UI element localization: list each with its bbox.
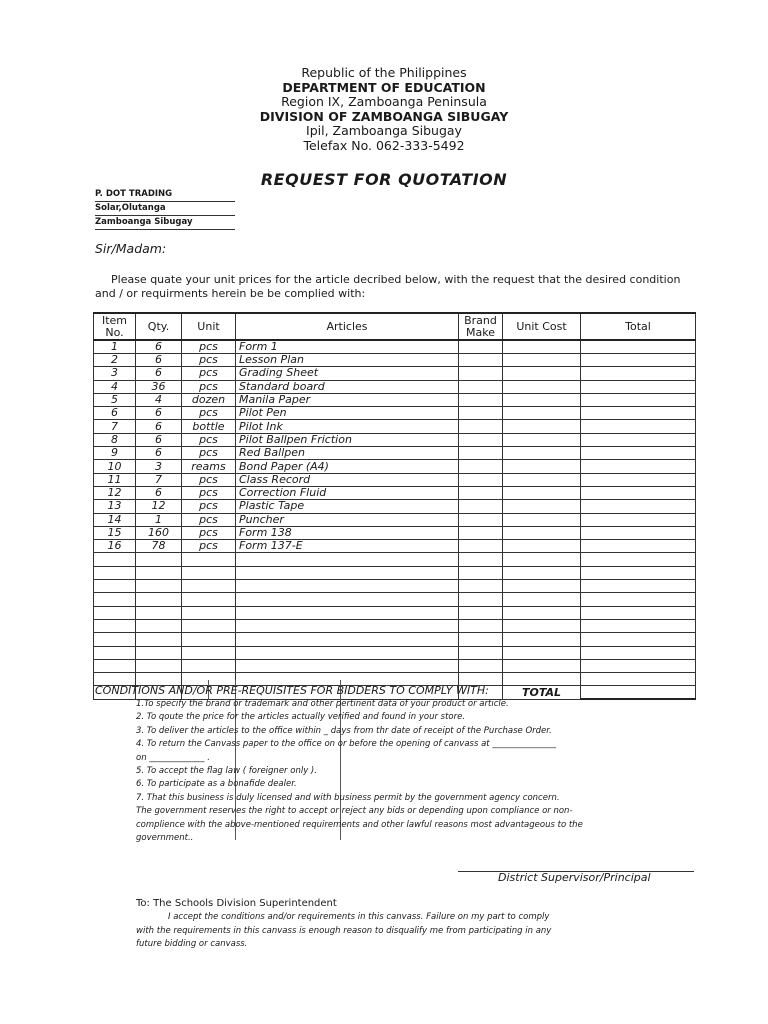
- empty-cell: [581, 566, 696, 579]
- qty-cell: 6: [136, 340, 182, 354]
- intro-text: Please quate your unit prices for the article decribed below, with the request that the desired condition and / or requirments herein be be complied with:: [95, 273, 681, 300]
- item-no-cell: 14: [94, 513, 136, 526]
- table-row: [94, 393, 696, 406]
- brand-cell: [459, 473, 503, 486]
- unit-cell: pcs: [182, 380, 236, 393]
- condition-line: 4. To return the Canvass paper to the office on or before the opening of canvass at _______________: [136, 739, 557, 750]
- qty-cell: 6: [136, 420, 182, 433]
- table-row: [94, 447, 696, 460]
- qty-cell: 7: [136, 473, 182, 486]
- empty-cell: [94, 580, 136, 593]
- empty-cell: [503, 606, 581, 619]
- table-row: [94, 486, 696, 499]
- empty-cell: [459, 633, 503, 646]
- empty-cell: [503, 673, 581, 686]
- qty-cell: 3: [136, 460, 182, 473]
- total-cell: [581, 380, 696, 393]
- addressee-line1: Solar,Olutanga: [95, 202, 235, 216]
- empty-cell: [503, 633, 581, 646]
- total-cell: [581, 407, 696, 420]
- total-cell: [581, 367, 696, 380]
- empty-cell: [136, 580, 182, 593]
- acceptance-to: To: The Schools Division Superintendent: [136, 898, 337, 909]
- empty-cell: [136, 633, 182, 646]
- empty-cell: [94, 606, 136, 619]
- empty-cell: [503, 593, 581, 606]
- empty-cell: [182, 646, 236, 659]
- condition-line: complience with the above-mentioned requirements and other lawful reasons most advantageous to the: [136, 819, 583, 830]
- condition-line: on _____________ .: [136, 752, 210, 763]
- table-row: [94, 460, 696, 473]
- signature-label: District Supervisor/Principal: [498, 871, 651, 884]
- unit-cost-cell: [503, 354, 581, 367]
- unit-cost-cell: [503, 460, 581, 473]
- empty-cell: [503, 619, 581, 632]
- empty-cell: [459, 619, 503, 632]
- total-cell: [581, 340, 696, 354]
- acceptance-line: I accept the conditions and/or requirements in this canvass. Failure on my part to comply: [168, 912, 550, 922]
- condition-line: 5. To accept the flag law ( foreigner only ).: [136, 766, 317, 777]
- total-cell: [581, 513, 696, 526]
- table-row-empty: [94, 606, 696, 619]
- total-cell: [581, 540, 696, 553]
- unit-cost-cell: [503, 526, 581, 539]
- unit-cost-cell: [503, 433, 581, 446]
- unit-cell: pcs: [182, 473, 236, 486]
- unit-cell: pcs: [182, 500, 236, 513]
- table-row: [94, 540, 696, 553]
- unit-cost-cell: [503, 420, 581, 433]
- qty-cell: 6: [136, 367, 182, 380]
- empty-cell: [503, 566, 581, 579]
- article-cell: Pilot Ballpen Friction: [236, 433, 459, 446]
- addressee-name: P. DOT TRADING: [95, 188, 235, 202]
- condition-line: 3. To deliver the articles to the office within _ days from thr date of receipt of the Purchase Order.: [136, 725, 552, 736]
- empty-cell: [94, 659, 136, 672]
- empty-cell: [236, 566, 459, 579]
- brand-cell: [459, 526, 503, 539]
- table-row: [94, 513, 696, 526]
- empty-cell: [94, 633, 136, 646]
- empty-cell: [503, 659, 581, 672]
- empty-cell: [182, 580, 236, 593]
- empty-cell: [581, 659, 696, 672]
- header-total: Total: [581, 313, 696, 340]
- unit-cell: pcs: [182, 407, 236, 420]
- article-cell: Pilot Ink: [236, 420, 459, 433]
- condition-line: 7. That this business is duly licensed and with business permit by the government agency concern.: [136, 792, 560, 803]
- header-item-no: Item No.: [94, 313, 136, 340]
- unit-cost-cell: [503, 367, 581, 380]
- total-cell: [581, 420, 696, 433]
- letterhead: [0, 66, 768, 153]
- empty-cell: [459, 566, 503, 579]
- unit-cell: pcs: [182, 513, 236, 526]
- brand-cell: [459, 486, 503, 499]
- empty-cell: [94, 646, 136, 659]
- unit-cell: pcs: [182, 340, 236, 354]
- qty-cell: 160: [136, 526, 182, 539]
- empty-cell: [136, 553, 182, 566]
- qty-cell: 6: [136, 407, 182, 420]
- table-row: [94, 340, 696, 354]
- qty-cell: 6: [136, 354, 182, 367]
- item-no-cell: 16: [94, 540, 136, 553]
- addressee-line2: Zamboanga Sibugay: [95, 216, 235, 230]
- empty-cell: [236, 646, 459, 659]
- qty-cell: 6: [136, 447, 182, 460]
- brand-cell: [459, 407, 503, 420]
- article-cell: Red Ballpen: [236, 447, 459, 460]
- qty-cell: 12: [136, 500, 182, 513]
- empty-cell: [581, 606, 696, 619]
- unit-cell: pcs: [182, 540, 236, 553]
- unit-cell: pcs: [182, 447, 236, 460]
- brand-cell: [459, 354, 503, 367]
- empty-cell: [182, 619, 236, 632]
- letterhead-republic: Republic of the Philippines: [301, 65, 467, 80]
- qty-cell: 6: [136, 486, 182, 499]
- empty-cell: [459, 580, 503, 593]
- condition-line: The government reserves the right to accept or reject any bids or depending upon compliance or non-: [136, 806, 573, 817]
- total-cell: [581, 393, 696, 406]
- empty-cell: [136, 606, 182, 619]
- unit-cell: pcs: [182, 486, 236, 499]
- article-cell: Grading Sheet: [236, 367, 459, 380]
- item-no-cell: 4: [94, 380, 136, 393]
- table-row: [94, 500, 696, 513]
- table-row: [94, 473, 696, 486]
- empty-cell: [459, 553, 503, 566]
- empty-cell: [459, 646, 503, 659]
- header-qty: Qty.: [136, 313, 182, 340]
- letterhead-department: DEPARTMENT OF EDUCATION: [282, 79, 486, 95]
- brand-cell: [459, 500, 503, 513]
- article-cell: Correction Fluid: [236, 486, 459, 499]
- item-no-cell: 1: [94, 340, 136, 354]
- total-cell: [581, 433, 696, 446]
- total-label: TOTAL: [503, 686, 581, 699]
- letterhead-division: DIVISION OF ZAMBOANGA SIBUGAY: [259, 108, 509, 124]
- header-articles: Articles: [236, 313, 459, 340]
- table-row-empty: [94, 659, 696, 672]
- article-cell: Class Record: [236, 473, 459, 486]
- unit-cost-cell: [503, 447, 581, 460]
- item-no-cell: 2: [94, 354, 136, 367]
- item-no-cell: 10: [94, 460, 136, 473]
- item-no-cell: 12: [94, 486, 136, 499]
- empty-cell: [459, 659, 503, 672]
- unit-cell: dozen: [182, 393, 236, 406]
- table-row-empty: [94, 633, 696, 646]
- condition-line: 2. To qoute the price for the articles actually verified and found in your store.: [136, 712, 466, 723]
- header-unit: Unit: [182, 313, 236, 340]
- qty-cell: 6: [136, 433, 182, 446]
- unit-cost-cell: [503, 486, 581, 499]
- item-no-cell: 3: [94, 367, 136, 380]
- unit-cost-cell: [503, 513, 581, 526]
- article-cell: Standard board: [236, 380, 459, 393]
- empty-cell: [136, 659, 182, 672]
- unit-cell: reams: [182, 460, 236, 473]
- intro-paragraph: [95, 273, 695, 300]
- header-unit-cost: Unit Cost: [503, 313, 581, 340]
- empty-cell: [182, 593, 236, 606]
- empty-cell: [182, 659, 236, 672]
- item-no-cell: 11: [94, 473, 136, 486]
- condition-line: 1.To specify the brand or trademark and other pertinent data of your product or article.: [136, 699, 509, 709]
- conditions-list: [136, 698, 616, 845]
- total-cell: [581, 500, 696, 513]
- unit-cost-cell: [503, 380, 581, 393]
- empty-cell: [236, 606, 459, 619]
- table-row-empty: [94, 646, 696, 659]
- salutation: Sir/Madam:: [95, 241, 167, 256]
- empty-cell: [182, 553, 236, 566]
- article-cell: Puncher: [236, 513, 459, 526]
- brand-cell: [459, 513, 503, 526]
- letterhead-region: Region IX, Zamboanga Peninsula: [281, 94, 487, 109]
- addressee-block: [95, 188, 235, 230]
- article-cell: Form 137-E: [236, 540, 459, 553]
- quotation-table: [93, 312, 696, 700]
- empty-cell: [182, 633, 236, 646]
- unit-cost-cell: [503, 340, 581, 354]
- empty-cell: [94, 566, 136, 579]
- empty-cell: [94, 619, 136, 632]
- item-no-cell: 7: [94, 420, 136, 433]
- table-row: [94, 526, 696, 539]
- acceptance-line: with the requirements in this canvass is enough reason to disqualify me from participating in any: [136, 925, 552, 936]
- condition-line: 6. To participate as a bonafide dealer.: [136, 779, 297, 790]
- article-cell: Plastic Tape: [236, 500, 459, 513]
- empty-cell: [581, 553, 696, 566]
- item-no-cell: 15: [94, 526, 136, 539]
- total-cell: [581, 526, 696, 539]
- empty-cell: [581, 673, 696, 686]
- unit-cell: pcs: [182, 354, 236, 367]
- article-cell: Form 138: [236, 526, 459, 539]
- unit-cell: pcs: [182, 367, 236, 380]
- article-cell: Pilot Pen: [236, 407, 459, 420]
- brand-cell: [459, 420, 503, 433]
- item-no-cell: 6: [94, 407, 136, 420]
- brand-cell: [459, 433, 503, 446]
- empty-cell: [236, 593, 459, 606]
- brand-cell: [459, 367, 503, 380]
- brand-cell: [459, 460, 503, 473]
- table-row: [94, 433, 696, 446]
- unit-cost-cell: [503, 540, 581, 553]
- brand-cell: [459, 340, 503, 354]
- empty-cell: [136, 566, 182, 579]
- qty-cell: 1: [136, 513, 182, 526]
- empty-cell: [581, 619, 696, 632]
- table-row: [94, 367, 696, 380]
- empty-cell: [581, 646, 696, 659]
- empty-cell: [581, 633, 696, 646]
- table-row-empty: [94, 580, 696, 593]
- empty-cell: [136, 593, 182, 606]
- table-row: [94, 407, 696, 420]
- total-cell: [581, 460, 696, 473]
- empty-cell: [581, 580, 696, 593]
- unit-cost-cell: [503, 500, 581, 513]
- conditions-heading: CONDITIONS AND/OR PRE-REQUISITES FOR BIDDERS TO COMPLY WITH:: [95, 684, 489, 697]
- table-row-empty: [94, 566, 696, 579]
- article-cell: Bond Paper (A4): [236, 460, 459, 473]
- empty-cell: [182, 566, 236, 579]
- table-row: [94, 380, 696, 393]
- letterhead-telefax: Telefax No. 062-333-5492: [303, 137, 465, 153]
- empty-cell: [236, 619, 459, 632]
- document-title: REQUEST FOR QUOTATION: [260, 170, 508, 189]
- article-cell: Form 1: [236, 340, 459, 354]
- unit-cost-cell: [503, 393, 581, 406]
- article-cell: Lesson Plan: [236, 354, 459, 367]
- unit-cost-cell: [503, 473, 581, 486]
- article-cell: Manila Paper: [236, 393, 459, 406]
- total-cell: [581, 354, 696, 367]
- unit-cell: pcs: [182, 433, 236, 446]
- item-no-cell: 5: [94, 393, 136, 406]
- unit-cost-cell: [503, 407, 581, 420]
- empty-cell: [94, 593, 136, 606]
- letterhead-city: Ipil, Zamboanga Sibugay: [306, 123, 462, 138]
- total-cell: [581, 486, 696, 499]
- empty-cell: [503, 580, 581, 593]
- table-row-empty: [94, 619, 696, 632]
- empty-cell: [236, 633, 459, 646]
- condition-line: government..: [136, 833, 194, 844]
- empty-cell: [236, 580, 459, 593]
- unit-cell: bottle: [182, 420, 236, 433]
- qty-cell: 78: [136, 540, 182, 553]
- brand-cell: [459, 380, 503, 393]
- unit-cell: pcs: [182, 526, 236, 539]
- empty-cell: [503, 553, 581, 566]
- empty-cell: [136, 619, 182, 632]
- table-header-row: [94, 313, 696, 340]
- brand-cell: [459, 393, 503, 406]
- qty-cell: 36: [136, 380, 182, 393]
- table-row-empty: [94, 593, 696, 606]
- empty-cell: [136, 646, 182, 659]
- empty-cell: [503, 646, 581, 659]
- empty-cell: [236, 553, 459, 566]
- empty-cell: [94, 553, 136, 566]
- brand-cell: [459, 447, 503, 460]
- table-row-empty: [94, 553, 696, 566]
- header-brand-make: Brand Make: [459, 313, 503, 340]
- empty-cell: [236, 659, 459, 672]
- acceptance-statement: [136, 911, 616, 952]
- item-no-cell: 8: [94, 433, 136, 446]
- brand-cell: [459, 540, 503, 553]
- total-cell: [581, 447, 696, 460]
- empty-cell: [459, 606, 503, 619]
- item-no-cell: 9: [94, 447, 136, 460]
- empty-cell: [459, 593, 503, 606]
- acceptance-line: future bidding or canvass.: [136, 939, 248, 949]
- table-row: [94, 354, 696, 367]
- total-cell: [581, 473, 696, 486]
- empty-cell: [182, 606, 236, 619]
- table-row: [94, 420, 696, 433]
- item-no-cell: 13: [94, 500, 136, 513]
- qty-cell: 4: [136, 393, 182, 406]
- empty-cell: [581, 593, 696, 606]
